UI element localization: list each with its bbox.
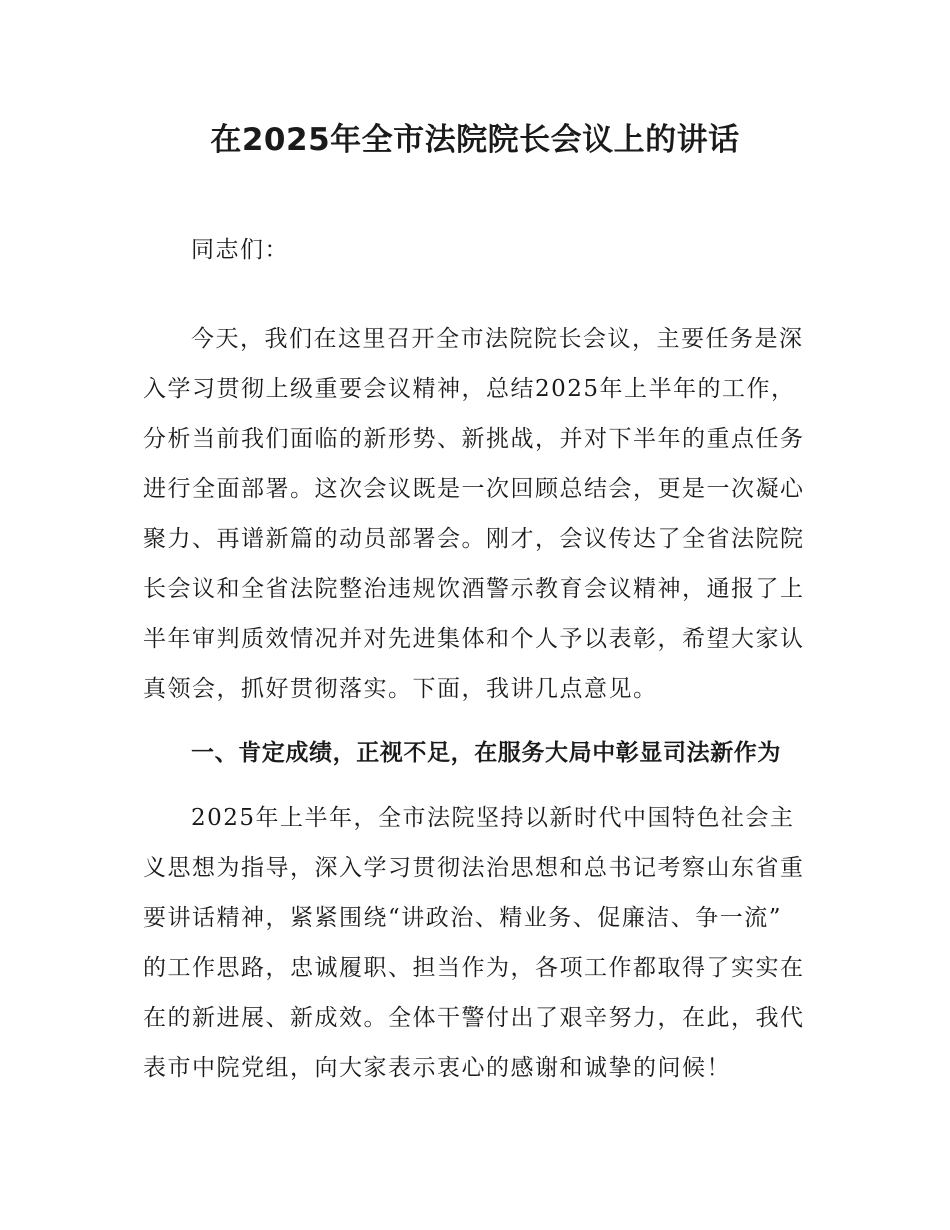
paragraph-line: 真领会，抓好贯彻落实。下面，我讲几点意见。 bbox=[143, 676, 658, 702]
paragraph-line: 半年审判质效情况并对先进集体和个人予以表彰，希望大家认 bbox=[143, 626, 805, 652]
paragraph-line: 的工作思路，忠诚履职、担当作为，各项工作都取得了实实在 bbox=[143, 955, 805, 981]
paragraph-line: 聚力、再谱新篇的动员部署会。刚才，会议传达了全省法院院 bbox=[143, 526, 805, 552]
document-title: 在2025年全市法院院长会议上的讲话 bbox=[210, 122, 740, 158]
paragraph-line: 入学习贯彻上级重要会议精神，总结2025年上半年的工作， bbox=[143, 376, 796, 402]
paragraph-line: 今天，我们在这里召开全市法院院长会议，主要任务是深 bbox=[191, 326, 804, 352]
paragraph-line: 进行全面部署。这次会议既是一次回顾总结会，更是一次凝心 bbox=[143, 476, 805, 502]
paragraph-line: 长会议和全省法院整治违规饮酒警示教育会议精神，通报了上 bbox=[143, 576, 805, 602]
paragraph-line: 要讲话精神，紧紧围绕“讲政治、精业务、促廉洁、争一流” bbox=[143, 905, 783, 931]
paragraph-line: 表市中院党组，向大家表示衷心的感谢和诚挚的问候！ bbox=[143, 1055, 731, 1081]
salutation: 同志们： bbox=[191, 237, 289, 263]
paragraph-line: 在的新进展、新成效。全体干警付出了艰辛努力，在此，我代 bbox=[143, 1005, 805, 1031]
section-heading: 一、肯定成绩，正视不足，在服务大局中彰显司法新作为 bbox=[191, 740, 781, 766]
paragraph-line: 分析当前我们面临的新形势、新挑战，并对下半年的重点任务 bbox=[143, 426, 805, 452]
paragraph-line: 2025年上半年，全市法院坚持以新时代中国特色社会主 bbox=[191, 805, 795, 831]
paragraph-line: 义思想为指导，深入学习贯彻法治思想和总书记考察山东省重 bbox=[143, 855, 805, 881]
